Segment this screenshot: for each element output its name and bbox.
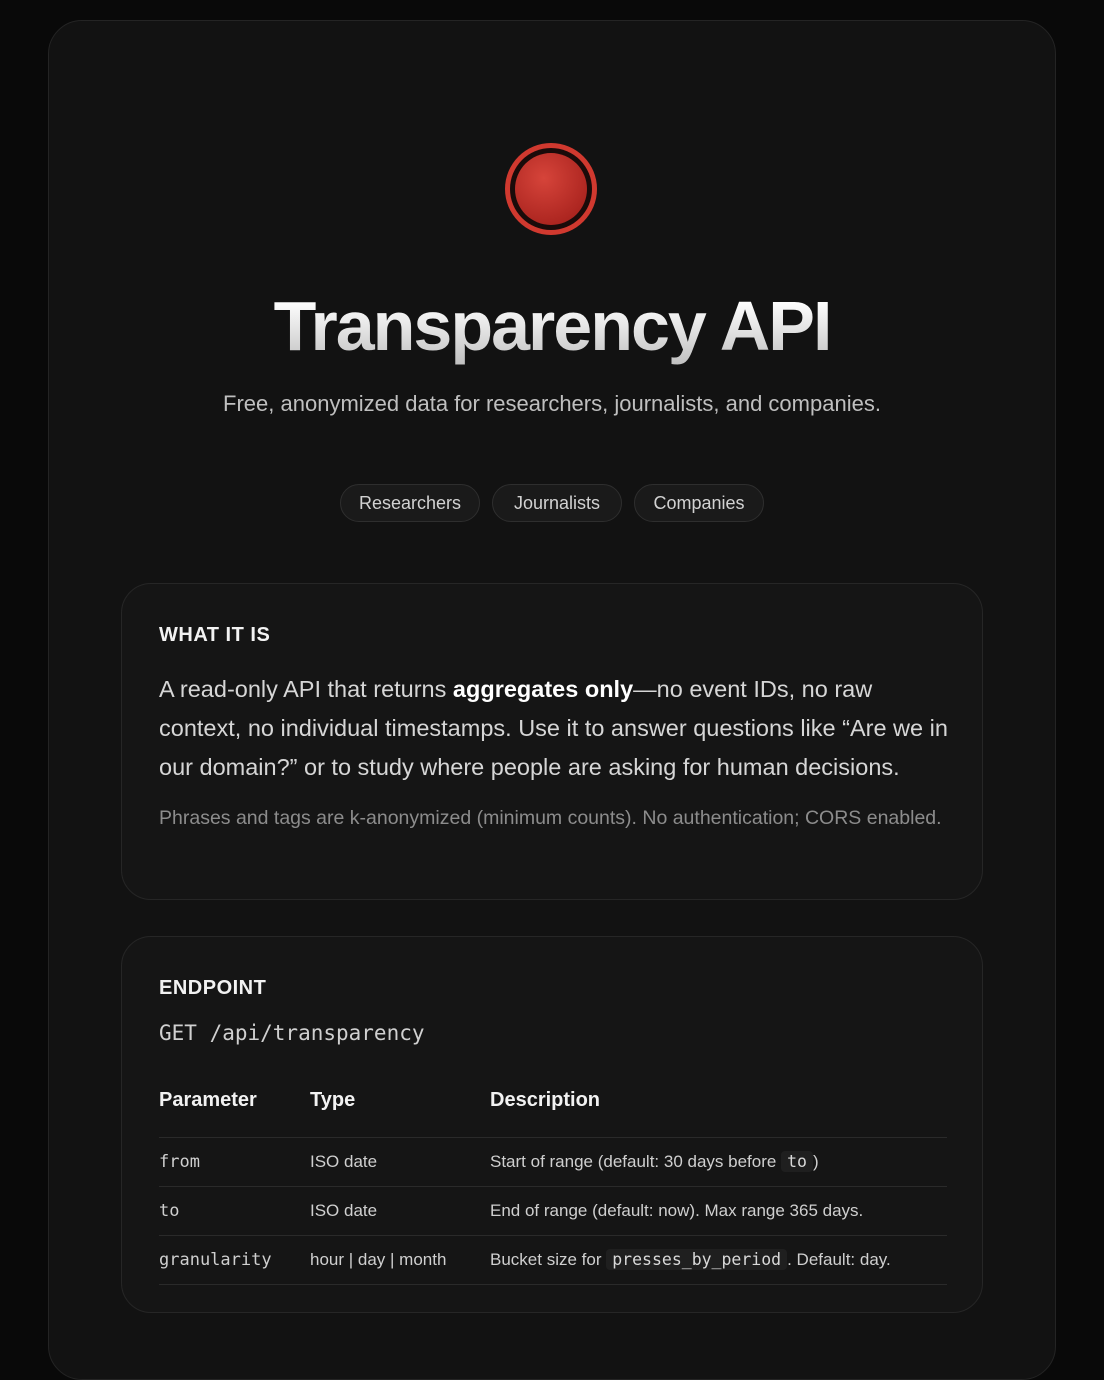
param-description xyxy=(490,1236,947,1285)
param-description xyxy=(490,1138,947,1187)
param-type: ISO date xyxy=(310,1187,490,1236)
description-text-end: . Default: day. xyxy=(787,1250,891,1269)
privacy-note: Phrases and tags are k-anonymized (minimum counts). No authentication; CORS enabled. xyxy=(159,807,942,829)
emphasis-aggregates: aggregates only xyxy=(452,676,634,702)
tag-companies[interactable]: Companies xyxy=(634,484,764,522)
description-text: A read-only API that returns xyxy=(159,676,453,702)
param-name: from xyxy=(159,1138,310,1187)
table-row xyxy=(159,1236,947,1285)
parameters-table xyxy=(159,1081,947,1285)
page-subtitle: Free, anonymized data for researchers, journalists, and companies. xyxy=(223,391,881,416)
record-dot-icon xyxy=(503,141,599,237)
description-text-end: ) xyxy=(812,1152,819,1171)
param-type: ISO date xyxy=(310,1138,490,1187)
inline-code: to xyxy=(781,1151,813,1172)
audience-tags xyxy=(0,484,1104,522)
column-header-parameter: Parameter xyxy=(159,1081,310,1138)
param-name: granularity xyxy=(159,1236,310,1285)
inline-code: presses_by_period xyxy=(606,1249,787,1270)
param-name: to xyxy=(159,1187,310,1236)
column-header-description: Description xyxy=(490,1081,947,1138)
table-header-row xyxy=(159,1081,947,1138)
page-title: Transparency API xyxy=(0,284,1104,368)
endpoint-section xyxy=(121,936,983,1313)
param-description: End of range (default: now). Max range 365 days. xyxy=(490,1187,947,1236)
what-it-is-section xyxy=(121,583,983,900)
column-header-type: Type xyxy=(310,1081,490,1138)
section-heading: WHAT IT IS xyxy=(159,624,271,646)
table-row xyxy=(159,1138,947,1187)
description-text: Bucket size for xyxy=(490,1250,607,1269)
endpoint-route: GET /api/transparency xyxy=(159,1021,425,1045)
param-type: hour | day | month xyxy=(310,1236,490,1285)
tag-journalists[interactable]: Journalists xyxy=(492,484,622,522)
table-row xyxy=(159,1187,947,1236)
description-text-continued: —no event IDs, no raw context, no individual timestamps. Use it to answer questions like “Are we in our domain?” or to study where people are asking for human decisions. xyxy=(159,676,948,780)
tag-researchers[interactable]: Researchers xyxy=(340,484,480,522)
what-it-is-description xyxy=(159,670,959,787)
section-heading: ENDPOINT xyxy=(159,977,267,999)
description-text: Start of range (default: 30 days before xyxy=(490,1152,782,1171)
